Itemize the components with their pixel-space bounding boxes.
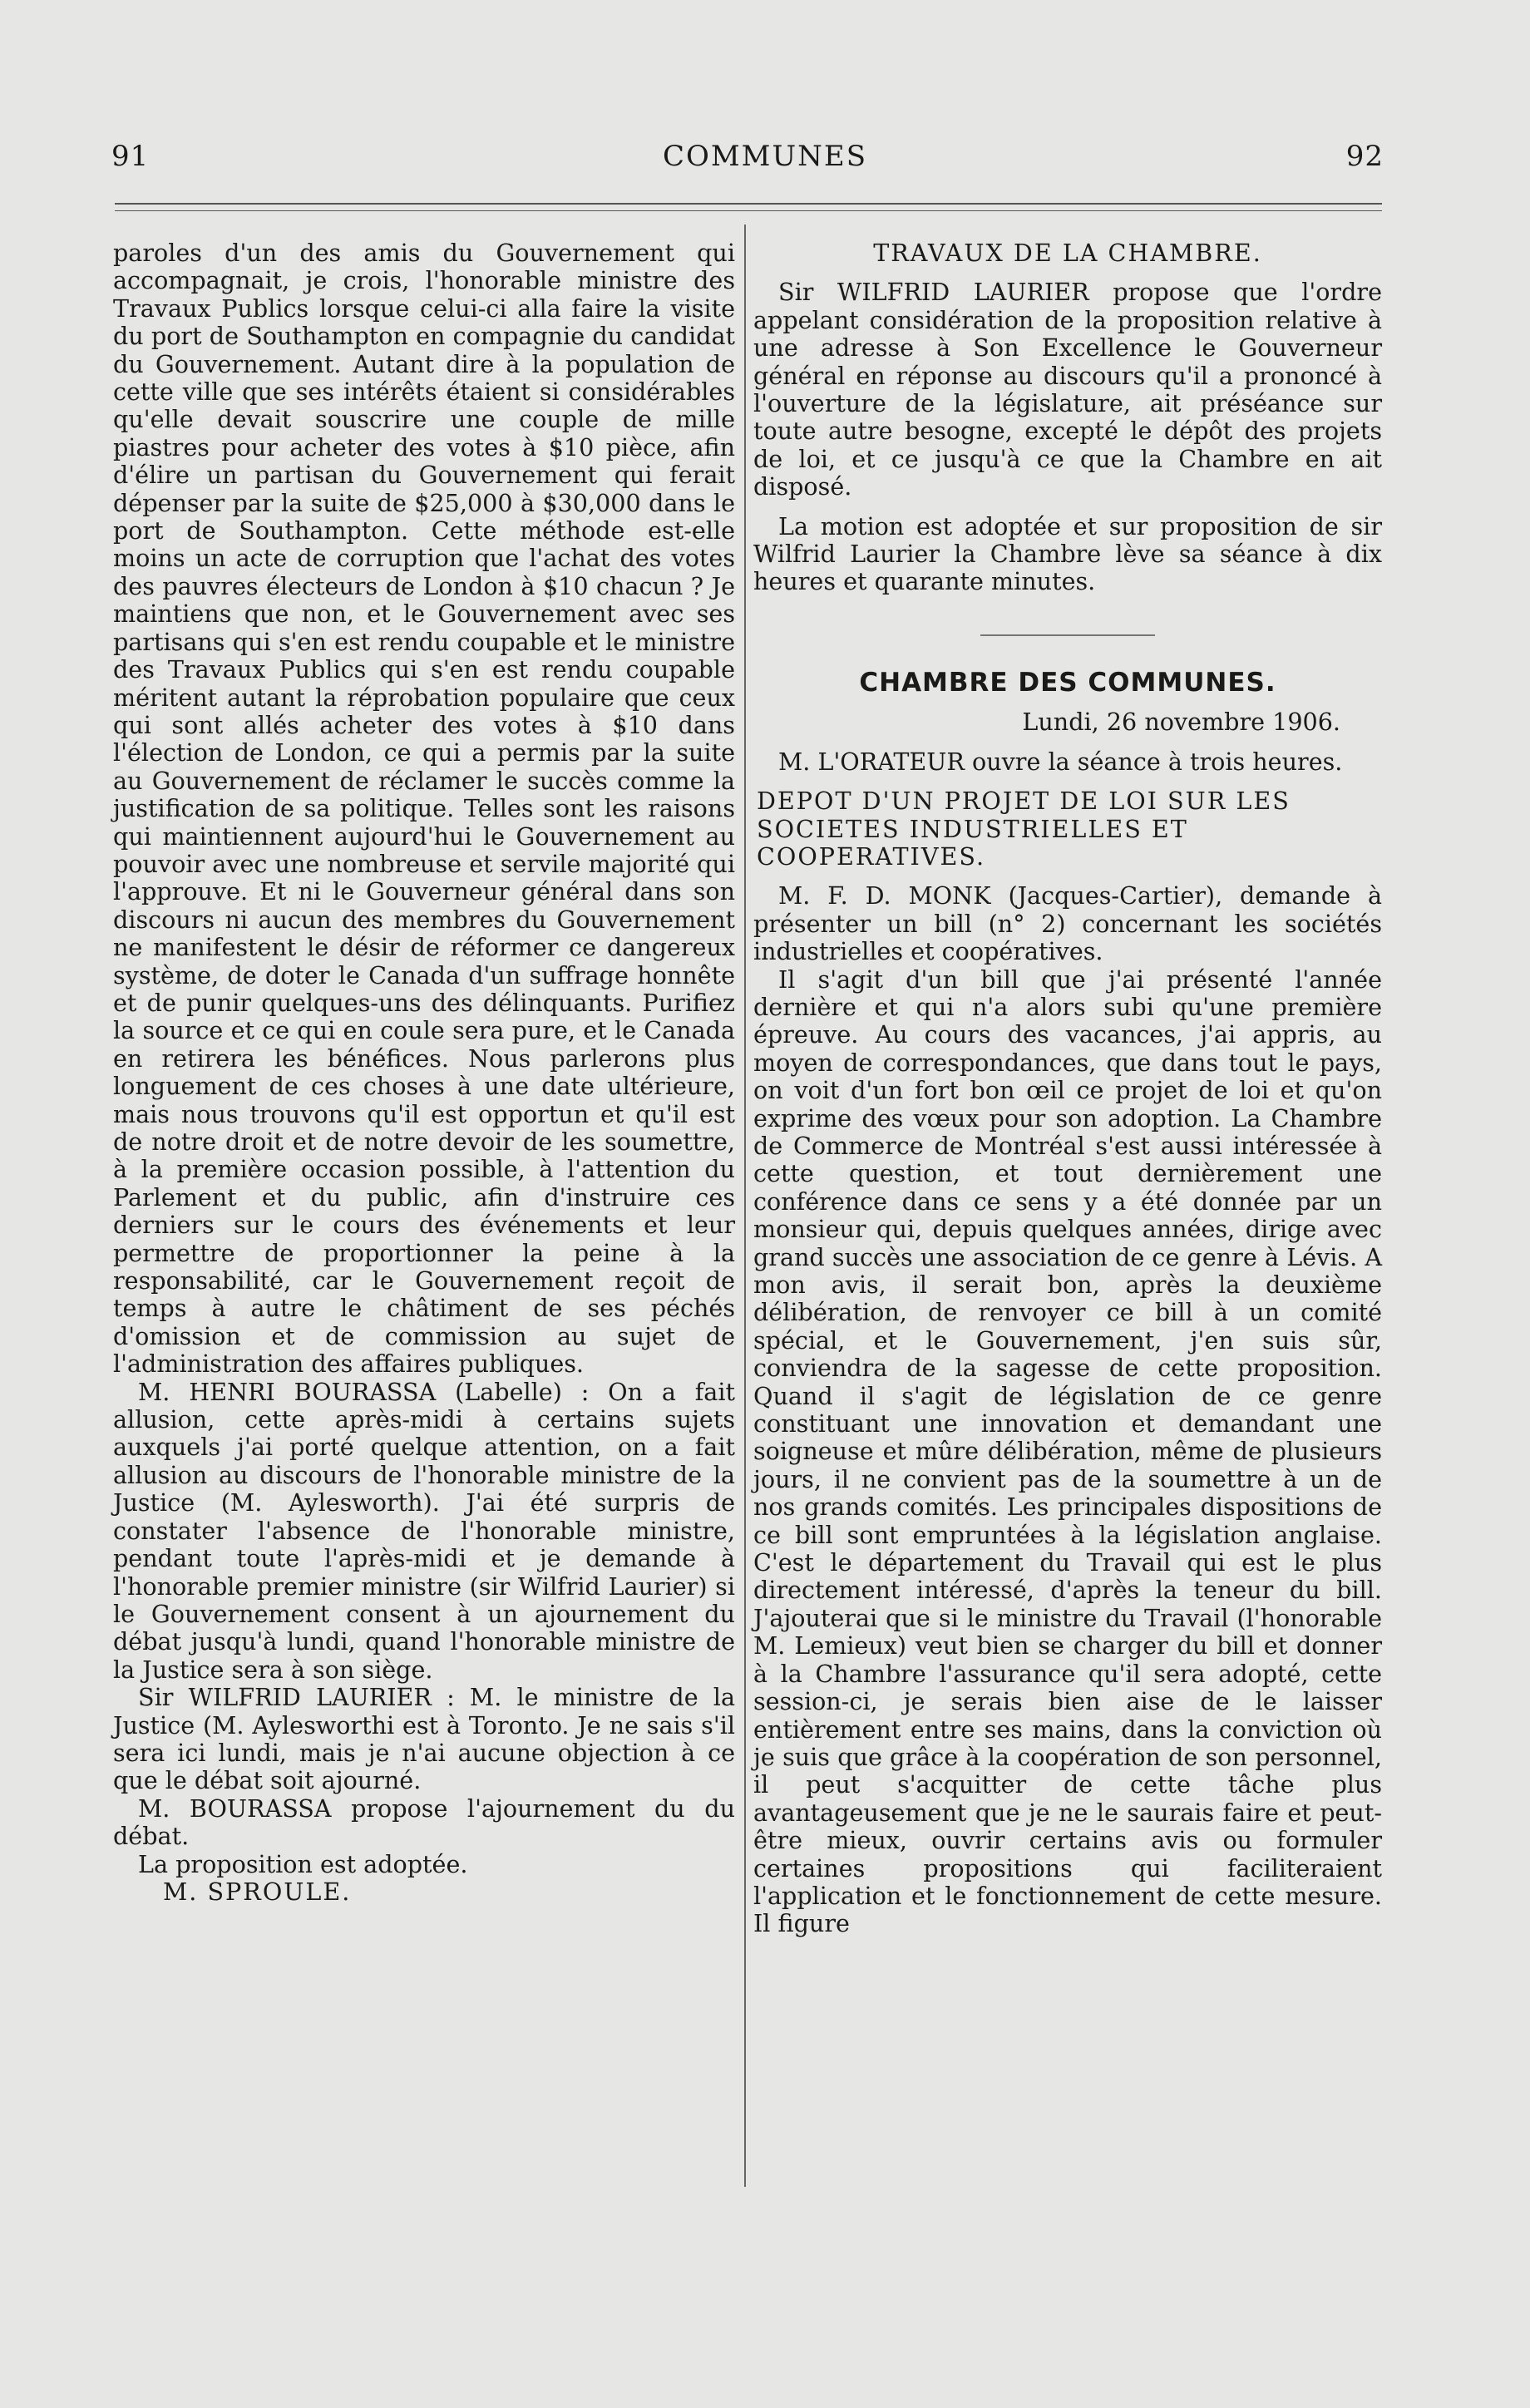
paragraph: La proposition est adoptée. [138,1849,468,1878]
speaker-line: M. SPROULE. [163,1877,352,1906]
paragraph: M. BOURASSA propose l'ajournement du du débat. [113,1794,735,1851]
paragraph: Il s'agit d'un bill que j'ai présenté l'année dernière et qui n'a alors subi qu'une première épreuve. Au cours des vacances, j'ai appris, au moyen de correspondances, que dans tout le pays, on voit d'un fort bon œil ce projet de loi et qu'on exprime des vœux pour son adoption. La Chambre de Commerce de Montréal s'est aussi intéressée à cette question, et tout dernièrement une conférence dans ce sens y a été donnée par un monsieur qui, depuis quelques années, dirige avec grand succès une association de ce genre à Lévis. A mon avis, il serait bon, après la deuxième délibération, de renvoyer ce bill à un comité spécial, et le Gouvernement, j'en suis sûr, conviendra de la sagesse de cette proposition. Quand il s'agit de législation de ce genre constituant une innovation et demandant une soigneuse et mûre délibération, même de plusieurs jours, il ne convient pas de la soumettre à un de nos grands comités. Les principales dispositions de ce bill sont empruntées à la législation anglaise. C'est le département du Travail qui est le plus directement intéressé, d'après la teneur du bill. J'ajouterai que si le ministre du Travail (l'honorable M. Lemieux) veut bien se charger du bill et donner à la Chambre l'assurance qu'il sera adopté, cette session-ci, je serais bien aise de le laisser entièrement entre ses mains, dans la conviction où je suis que grâce à la coopération de son personnel, il peut s'acquitter de cette tâche plus avantageusement que je ne le saurais faire et peut-être mieux, ouvrir certains avis ou formuler certaines propositions qui faciliteraient l'application et le fonctionnement de cette mesure. Il figure [753,965,1382,1938]
paragraph: Sir WILFRID LAURIER propose que l'ordre appelant considération de la proposition relative à une adresse à Son Excellence le Gouverneur général en réponse au discours qu'il a prononcé à l'ouverture de la législature, ait préséance sur toute autre besogne, excepté le dépôt des projets de loi, et ce jusqu'à ce que la Chambre en ait disposé. [753,278,1382,501]
paragraph: La motion est adoptée et sur proposition de sir Wilfrid Laurier la Chambre lève sa séance à dix heures et quarante minutes. [753,511,1382,596]
running-header-title: COMMUNES [662,140,868,173]
left-column [113,239,735,1906]
right-column [753,239,1382,1938]
header-rule [115,203,1382,205]
header-rule-thin [115,210,1382,211]
paragraph: Sir WILFRID LAURIER : M. le ministre de la Justice (M. Aylesworthi est à Toronto. Je ne sais s'il sera ici lundi, mais je n'ai aucune objection à ce que le débat soit ajourné. [113,1683,735,1795]
paragraph: M. L'ORATEUR ouvre la séance à trois heures. [778,747,1343,776]
paragraph: paroles d'un des amis du Gouvernement qui accompagnait, je crois, l'honorable ministre des Travaux Publics lorsque celui-ci alla faire la visite du port de Southampton en compagnie du candidat du Gouvernement. Autant dire à la population de cette ville que ses intérêts étaient si considérables qu'elle devait souscrire une couple de mille piastres pour acheter des votes à $10 pièce, afin d'élire un partisan du Gouvernement qui ferait dépenser par la suite de $25,000 à $30,000 dans le port de Southampton. Cette méthode est-elle moins un acte de corruption que l'achat des votes des pauvres électeurs de London à $10 chacun ? Je maintiens que non, et le Gouvernement avec ses partisans qui s'en est rendu coupable et le ministre des Travaux Publics qui s'en est rendu coupable méritent autant la réprobation populaire que ceux qui sont allés acheter des votes à $10 dans l'élection de London, ce qui a permis par la suite au Gouvernement de réclamer le succès comme la justification de sa politique. Telles sont les raisons qui maintiennent aujourd'hui le Gouvernement au pouvoir avec une nombreuse et servile majorité qui l'approuve. Et ni le Gouverneur général dans son discours ni aucun des membres du Gouvernement ne manifestent le désir de réformer ce dangereux système, de doter le Canada d'un suffrage honnête et de punir quelques-uns des délinquants. Purifiez la source et ce qui en coule sera pure, et le Canada en retirera les bénéfices. Nous parlerons plus longuement de ces choses à une date ultérieure, mais nous trouvons qu'il est opportun et qu'il est de notre droit et de notre devoir de les soumettre, à la première occasion possible, à l'attention du Parlement et du public, afin d'instruire ces derniers sur le cours des événements et leur permettre de proportionner la peine à la responsabilité, car le Gouvernement reçoit de temps à autre le châtiment de ses péchés d'omission et de commission au sujet de l'administration des affaires publiques. [113,239,735,1379]
paragraph: M. HENRI BOURASSA (Labelle) : On a fait allusion, cette après-midi à certains sujets auxquels j'ai porté quelque attention, on a fait allusion au discours de l'honorable ministre de la Justice (M. Aylesworth). J'ai été surpris de constater l'absence de l'honorable ministre, pendant toute l'après-midi et je demande à l'honorable premier ministre (sir Wilfrid Laurier) si le Gouvernement consent à un ajournement du débat jusqu'à lundi, quand l'honorable ministre de la Justice sera à son siège. [113,1377,735,1684]
chamber-heading: CHAMBRE DES COMMUNES. [859,667,1276,698]
column-divider [744,225,746,2187]
paragraph: M. F. D. MONK (Jacques-Cartier), demande à présenter un bill (n° 2) concernant les sociétés industrielles et coopératives. [753,881,1382,966]
page-number-right: 92 [1345,140,1384,173]
page-number-left: 91 [111,140,150,173]
sitting-date: Lundi, 26 novembre 1906. [1022,708,1340,737]
section-heading: TRAVAUX DE LA CHAMBRE. [873,239,1262,267]
section-divider [980,634,1155,636]
bill-heading: DEPOT D'UN PROJET DE LOI SUR LES SOCIETES INDUSTRIELLES ET COOPERATIVES. [757,787,1291,871]
